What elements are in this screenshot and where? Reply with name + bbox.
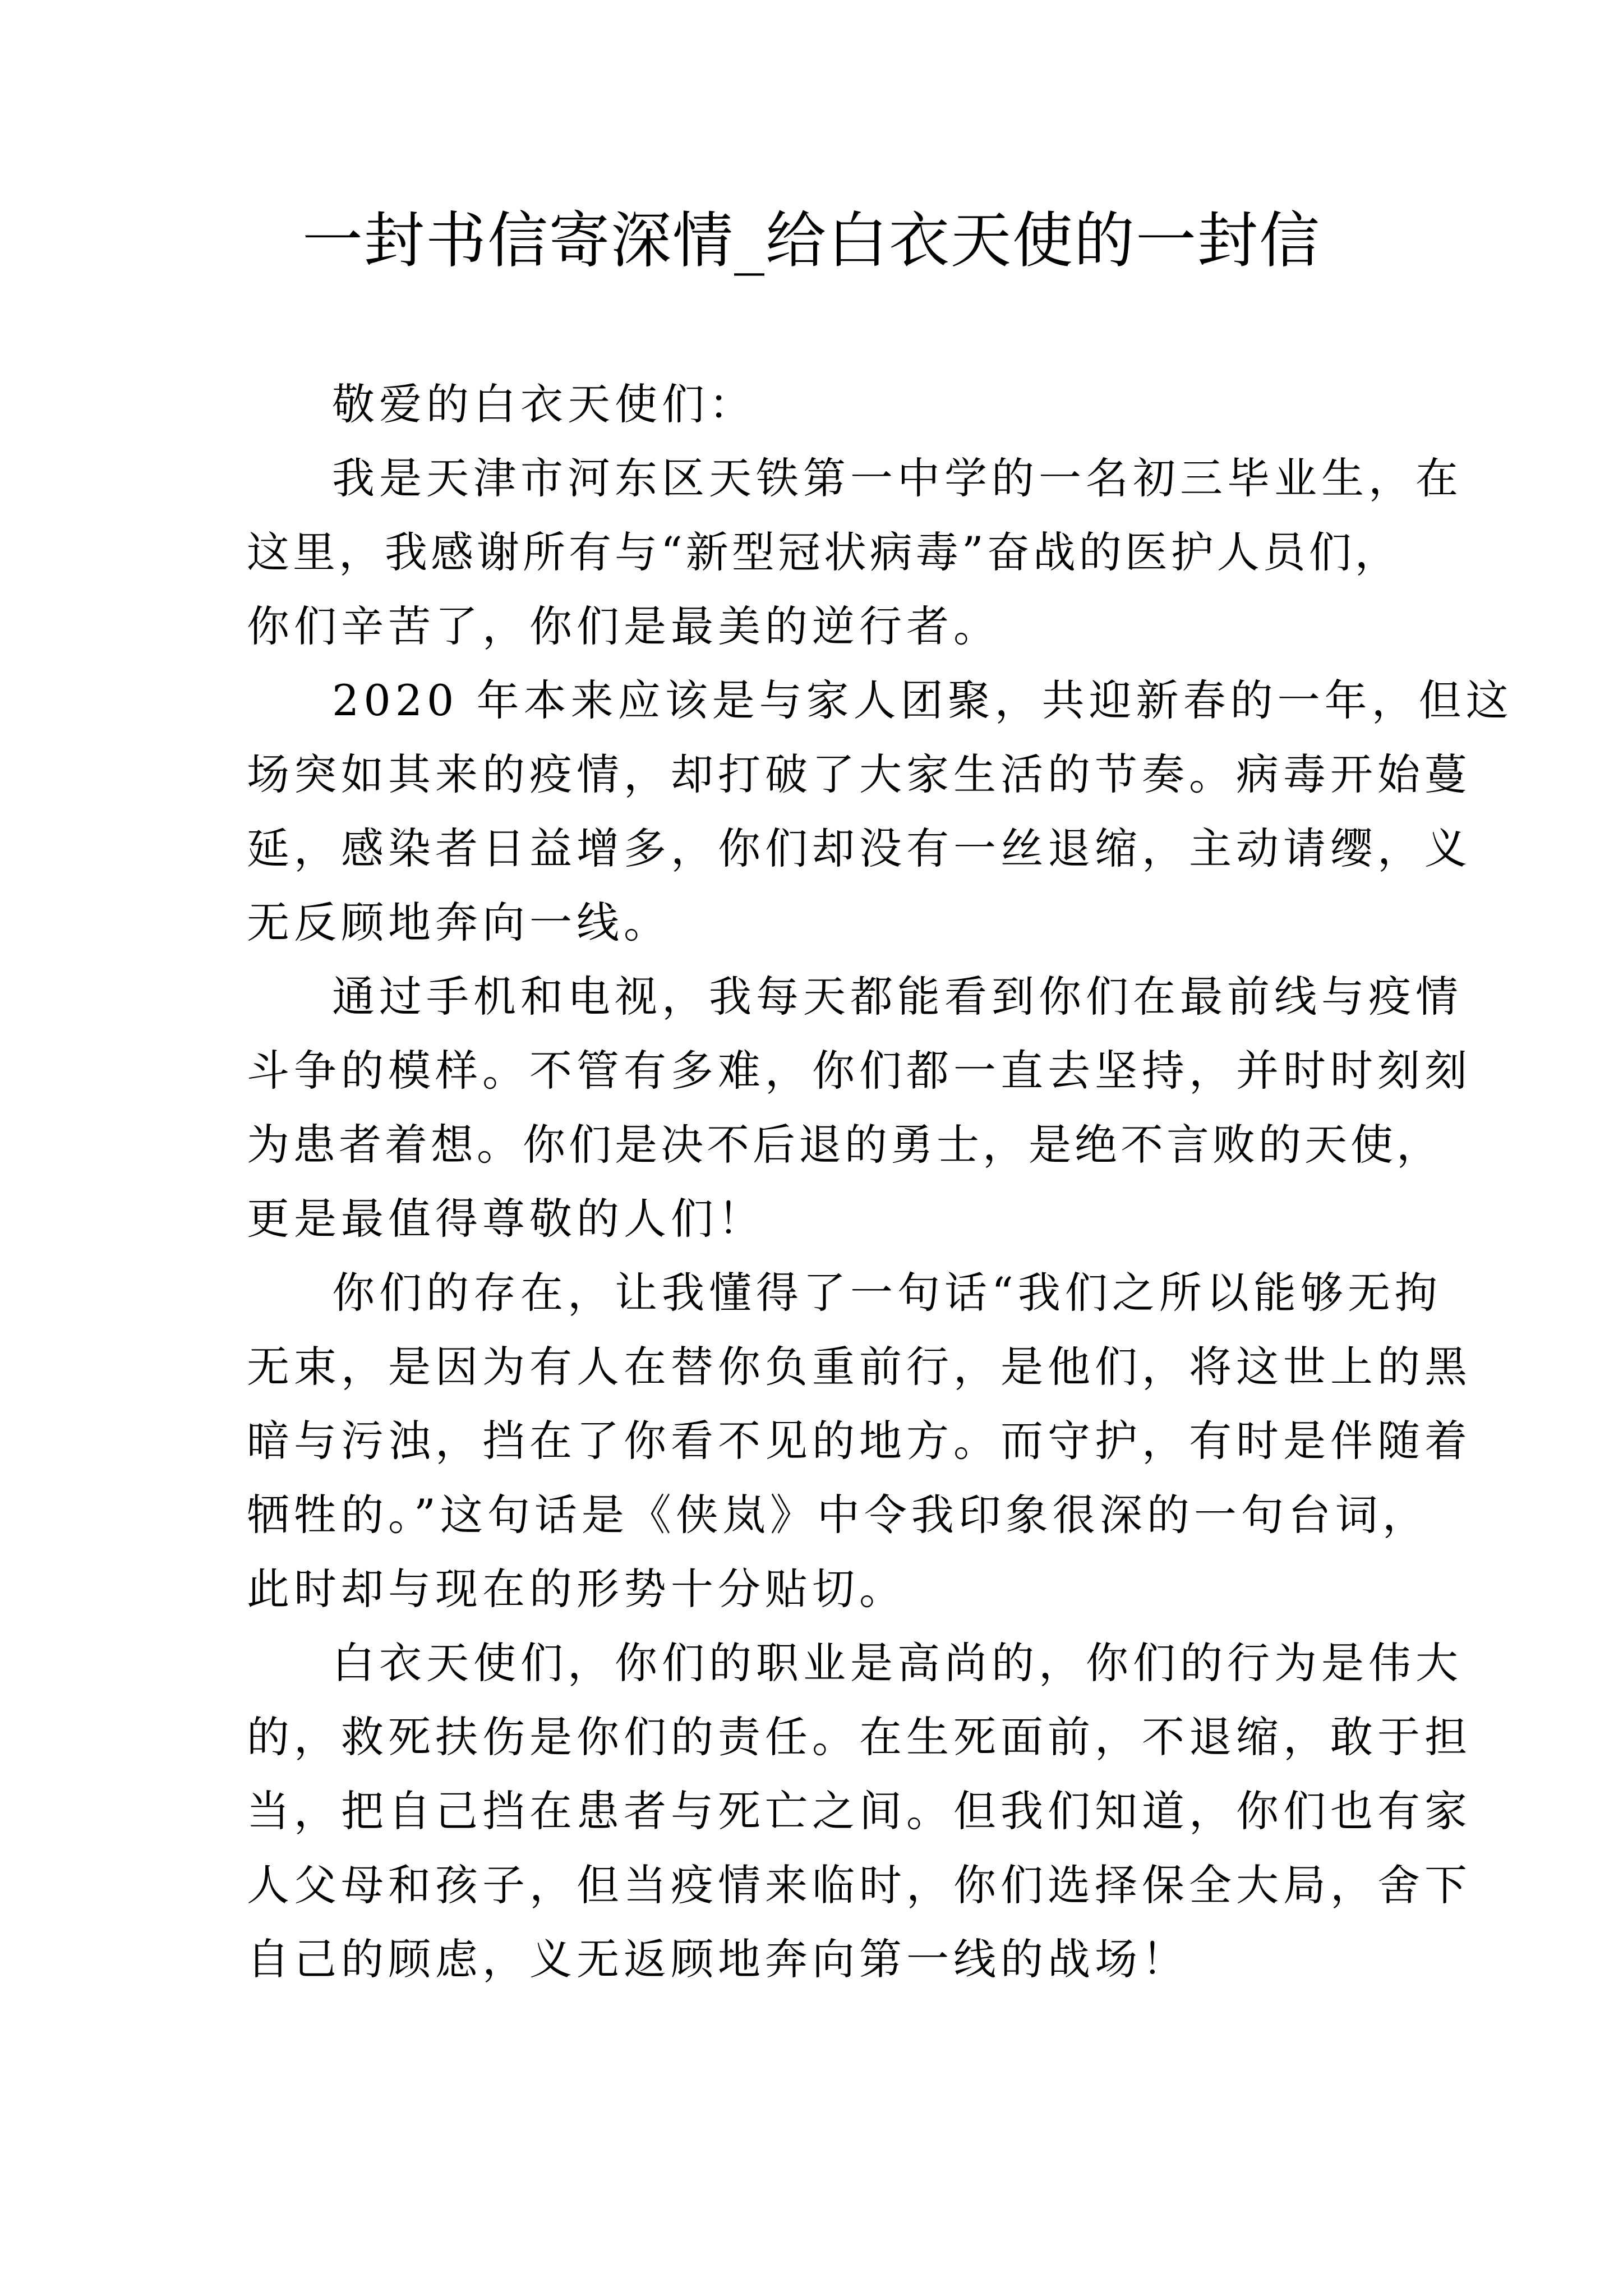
paragraph-3 <box>247 960 1472 1256</box>
paragraph-line: 这里，我感谢所有与“新型冠状病毒”奋战的医护人员们， <box>247 527 1401 577</box>
paragraph-line: 更是最值得尊敬的人们！ <box>247 1194 765 1244</box>
document-title: 一封书信寄深情_给白衣天使的一封信 <box>302 206 1321 276</box>
paragraph-line: 的，救死扶伤是你们的责任。在生死面前，不退缩，敢于担 <box>247 1712 1472 1762</box>
paragraph-4 <box>247 1256 1472 1626</box>
paragraph-line: 人父母和孩子，但当疫情来临时，你们选择保全大局，舍下 <box>247 1860 1472 1910</box>
paragraph-2 <box>247 664 1513 960</box>
paragraph-5 <box>247 1626 1472 1996</box>
paragraph-line: 暗与污浊，挡在了你看不见的地方。而守护，有时是伴随着 <box>247 1416 1472 1466</box>
paragraph-line: 白衣天使们，你们的职业是高尚的，你们的行为是伟大 <box>332 1638 1463 1688</box>
paragraph-line: 牺牲的。”这句话是《侠岚》中令我印象很深的一句台词， <box>247 1490 1430 1540</box>
paragraph-line: 斗争的模样。不管有多难，你们都一直去坚持，并时时刻刻 <box>247 1046 1472 1096</box>
paragraph-line: 你们的存在，让我懂得了一句话“我们之所以能够无拘 <box>332 1268 1442 1318</box>
paragraph-line: 通过手机和电视，我每天都能看到你们在最前线与疫情 <box>332 972 1463 1022</box>
paragraph-line: 为患者着想。你们是决不后退的勇士，是绝不言败的天使， <box>247 1120 1442 1170</box>
paragraph-1 <box>247 441 1463 664</box>
paragraph-line: 2020 年本来应该是与家人团聚，共迎新春的一年，但这 <box>332 675 1513 725</box>
paragraph-line: 场突如其来的疫情，却打破了大家生活的节奏。病毒开始蔓 <box>247 749 1472 799</box>
paragraph-line: 此时却与现在的形势十分贴切。 <box>247 1564 906 1614</box>
paragraph-line: 当，把自己挡在患者与死亡之间。但我们知道，你们也有家 <box>247 1786 1472 1836</box>
paragraph-line: 延，感染者日益增多，你们却没有一丝退缩，主动请缨，义 <box>247 823 1472 873</box>
salutation: 敬爱的白衣天使们： <box>332 379 756 429</box>
paragraph-line: 自己的顾虑，义无返顾地奔向第一线的战场！ <box>247 1934 1189 1984</box>
letter-body <box>247 367 1513 1996</box>
paragraph-line: 无束，是因为有人在替你负重前行，是他们，将这世上的黑 <box>247 1342 1472 1392</box>
paragraph-line: 你们辛苦了，你们是最美的逆行者。 <box>247 601 1000 651</box>
paragraph-line: 我是天津市河东区天铁第一中学的一名初三毕业生，在 <box>332 453 1463 503</box>
paragraph-line: 无反顾地奔向一线。 <box>247 898 671 947</box>
